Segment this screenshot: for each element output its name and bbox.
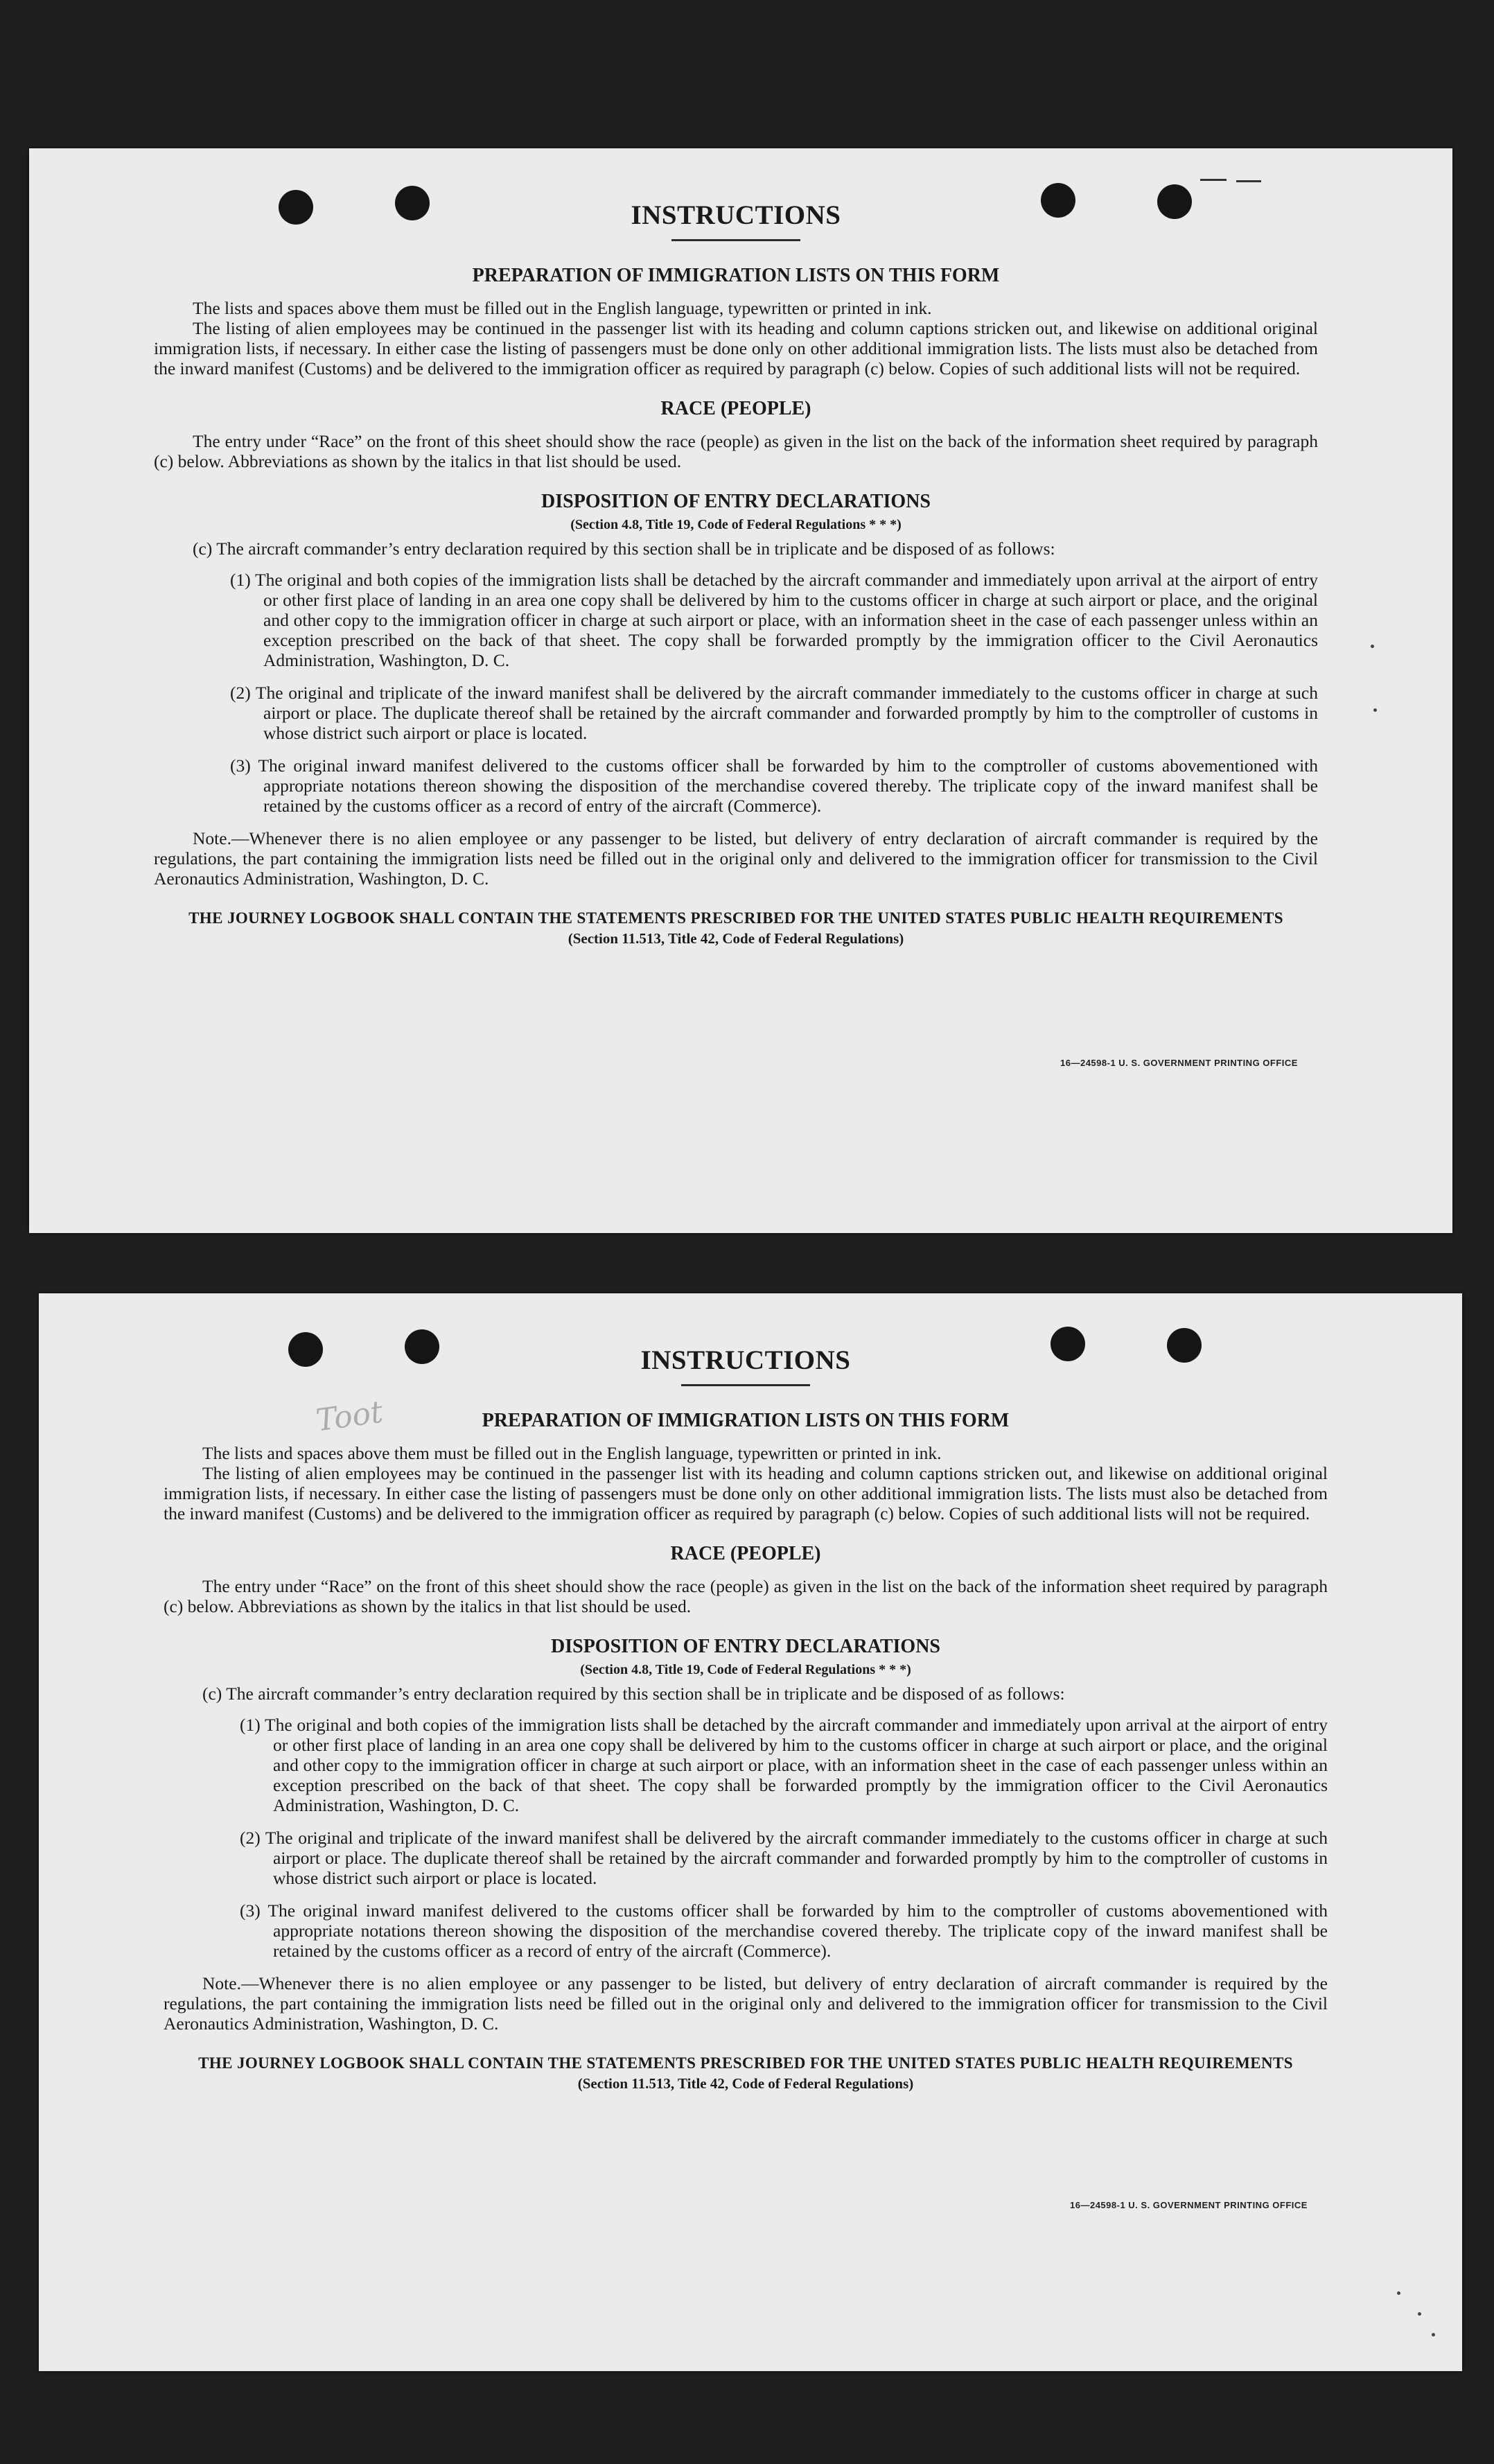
printing-office-code: 16—24598-1 U. S. GOVERNMENT PRINTING OFFICE [1070, 2200, 1308, 2210]
section-heading-disposition: DISPOSITION OF ENTRY DECLARATIONS [541, 491, 931, 512]
paragraph: The listing of alien employees may be continued in the passenger list with its heading and column captions stricken out, and likewise on additional original immigration lists, if necessary. In either case the listing of passengers must be done only on other additional immigration lists. The lists must also be detached from the inward manifest (Customs) and be delivered to the immigration officer as required by paragraph (c) below. Copies of such additional lists will not be required. [154, 318, 1318, 378]
note-paragraph: Note.—Whenever there is no alien employee or any passenger to be listed, but delivery of entry declaration of aircraft commander is required by the regulations, the part containing the immigration lists need be filled out in the original only and delivered to the immigration officer for transmission to the Civil Aeronautics Administration, Washington, D. C. [154, 828, 1318, 889]
paragraph: The entry under “Race” on the front of this sheet should show the race (people) as given in the list on the back of the information sheet required by paragraph (c) below. Abbreviations as shown by the italics in that list should be used. [154, 431, 1318, 471]
document-sheet-bottom [39, 1293, 1462, 2371]
speck [1418, 2312, 1421, 2316]
title-rule [671, 239, 800, 241]
section-heading-disposition: DISPOSITION OF ENTRY DECLARATIONS [551, 1636, 940, 1657]
speck [1371, 645, 1374, 648]
section-heading-preparation: PREPARATION OF IMMIGRATION LISTS ON THIS FORM [482, 1410, 1010, 1431]
paragraph: The lists and spaces above them must be filled out in the English language, typewritten or printed in ink. [202, 1443, 942, 1463]
pen-mark [1200, 179, 1227, 181]
list-item: (2) The original and triplicate of the inward manifest shall be delivered by the aircraft commander immediately to the customs officer in charge at such airport or place. The duplicate thereof shall be retained by the aircraft commander and forwarded promptly by him to the comptroller of customs in whose district such airport or place is located. [230, 683, 1318, 743]
section-citation: (Section 4.8, Title 19, Code of Federal Regulations * * *) [580, 1662, 911, 1677]
logbook-statement: THE JOURNEY LOGBOOK SHALL CONTAIN THE STATEMENTS PRESCRIBED FOR THE UNITED STATES PUBLIC HEALTH REQUIREMENTS [188, 909, 1283, 927]
paragraph: (c) The aircraft commander’s entry declaration required by this section shall be in triplicate and be disposed of as follows: [202, 1684, 1065, 1704]
paragraph: (c) The aircraft commander’s entry declaration required by this section shall be in triplicate and be disposed of as follows: [193, 539, 1055, 559]
section-citation: (Section 4.8, Title 19, Code of Federal Regulations * * *) [570, 517, 902, 532]
note-paragraph: Note.—Whenever there is no alien employee or any passenger to be listed, but delivery of entry declaration of aircraft commander is required by the regulations, the part containing the immigration lists need be filled out in the original only and delivered to the immigration officer for transmission to the Civil Aeronautics Administration, Washington, D. C. [164, 1973, 1328, 2034]
document-sheet-top [29, 148, 1452, 1233]
printing-office-code: 16—24598-1 U. S. GOVERNMENT PRINTING OFFICE [1060, 1058, 1298, 1068]
logbook-statement: THE JOURNEY LOGBOOK SHALL CONTAIN THE STATEMENTS PRESCRIBED FOR THE UNITED STATES PUBLIC HEALTH REQUIREMENTS [198, 2054, 1293, 2072]
pen-mark [1236, 180, 1261, 182]
speck [1397, 2291, 1400, 2295]
list-item: (3) The original inward manifest delivered to the customs officer shall be forwarded by him to the comptroller of customs abovementioned with appropriate notations thereon showing the disposition of the merchandise covered thereby. The triplicate copy of the inward manifest shall be retained by the customs officer as a record of entry of the aircraft (Commerce). [230, 755, 1318, 816]
speck [1432, 2333, 1435, 2336]
speck [1373, 708, 1377, 712]
page-title: INSTRUCTIONS [640, 1345, 851, 1375]
instructions-content [164, 1345, 1328, 2092]
list-item: (3) The original inward manifest delivered to the customs officer shall be forwarded by him to the comptroller of customs abovementioned with appropriate notations thereon showing the disposition of the merchandise covered thereby. The triplicate copy of the inward manifest shall be retained by the customs officer as a record of entry of the aircraft (Commerce). [240, 1901, 1328, 1961]
section-heading-race: RACE (PEOPLE) [660, 398, 811, 419]
handwritten-annotation: Toot [313, 1394, 385, 1439]
page-title: INSTRUCTIONS [631, 200, 841, 230]
list-item: (2) The original and triplicate of the inward manifest shall be delivered by the aircraft commander immediately to the customs officer in charge at such airport or place. The duplicate thereof shall be retained by the aircraft commander and forwarded promptly by him to the comptroller of customs in whose district such airport or place is located. [240, 1828, 1328, 1888]
list-item: (1) The original and both copies of the immigration lists shall be detached by the aircraft commander and immediately upon arrival at the airport of entry or other first place of landing in an area one copy shall be delivered by him to the customs officer in charge at such airport or place, and the original and other copy to the immigration officer in charge at such airport or place, with an information sheet in the case of each passenger unless within an exception prescribed on the back of that sheet. The copy shall be forwarded promptly by the immigration officer to the Civil Aeronautics Administration, Washington, D. C. [230, 570, 1318, 670]
paragraph: The entry under “Race” on the front of this sheet should show the race (people) as given in the list on the back of the information sheet required by paragraph (c) below. Abbreviations as shown by the italics in that list should be used. [164, 1576, 1328, 1616]
logbook-citation: (Section 11.513, Title 42, Code of Federal Regulations) [568, 930, 904, 947]
paragraph: The lists and spaces above them must be filled out in the English language, typewritten or printed in ink. [193, 298, 932, 318]
section-heading-preparation: PREPARATION OF IMMIGRATION LISTS ON THIS FORM [472, 265, 1000, 286]
section-heading-race: RACE (PEOPLE) [670, 1543, 821, 1564]
logbook-citation: (Section 11.513, Title 42, Code of Federal Regulations) [577, 2075, 914, 2092]
instructions-content [154, 200, 1318, 947]
list-item: (1) The original and both copies of the immigration lists shall be detached by the aircraft commander and immediately upon arrival at the airport of entry or other first place of landing in an area one copy shall be delivered by him to the customs officer in charge at such airport or place, and the original and other copy to the immigration officer in charge at such airport or place, with an information sheet in the case of each passenger unless within an exception prescribed on the back of that sheet. The copy shall be forwarded promptly by the immigration officer to the Civil Aeronautics Administration, Washington, D. C. [240, 1715, 1328, 1815]
title-rule [681, 1384, 810, 1386]
paragraph: The listing of alien employees may be continued in the passenger list with its heading and column captions stricken out, and likewise on additional original immigration lists, if necessary. In either case the listing of passengers must be done only on other additional immigration lists. The lists must also be detached from the inward manifest (Customs) and be delivered to the immigration officer as required by paragraph (c) below. Copies of such additional lists will not be required. [164, 1463, 1328, 1523]
